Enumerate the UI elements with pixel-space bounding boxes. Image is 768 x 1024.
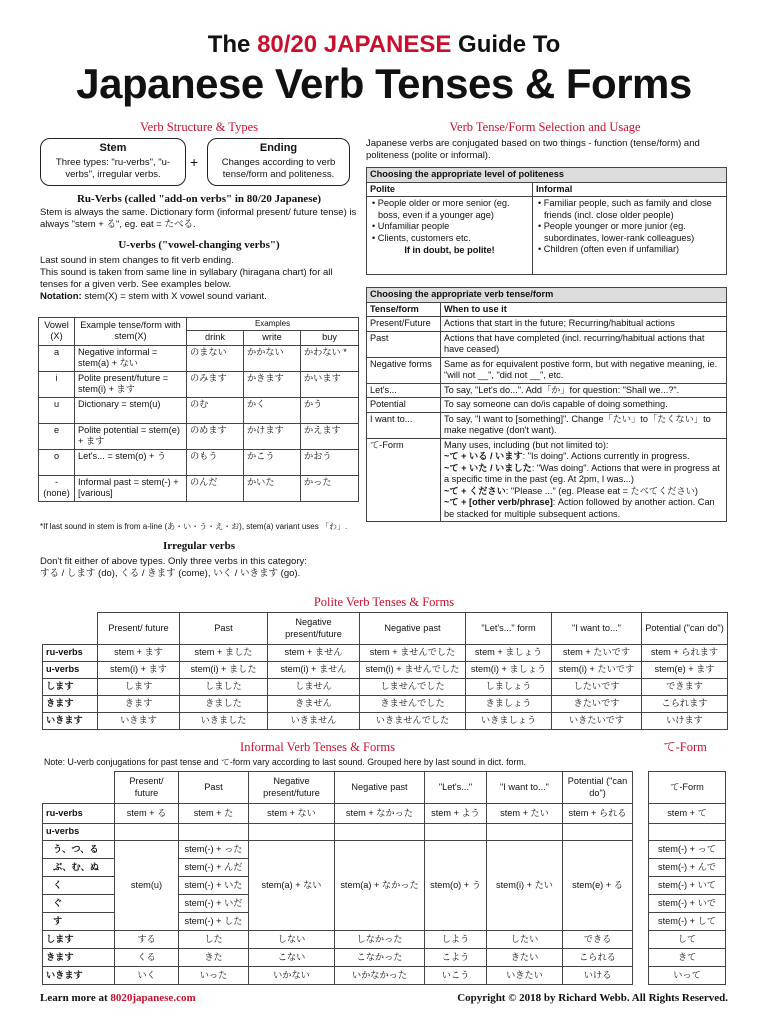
bullet-item: • Familiar people, such as family and close friends (incl. close older people) (538, 198, 712, 220)
table-cell: できる (563, 931, 633, 949)
table-cell: stem + られる (563, 804, 633, 824)
te-row (649, 913, 726, 931)
column-header: "Let's..." form (466, 613, 552, 645)
te-row (649, 967, 726, 985)
title-accent: 80/20 JAPANESE (257, 31, 452, 58)
tense-name: I want to... (367, 412, 441, 438)
table-cell (115, 824, 179, 841)
ruverbs-heading: Ru-Verbs (called "add-on verbs" in 80/20 Japanese) (76, 193, 322, 205)
informal-note: Note: U-verb conjugations for past tense and て-form vary according to last sound. Grouped here by last sound in dict. form. (44, 757, 527, 767)
example-cell: Negative informal = stem(a) + ない (75, 345, 187, 371)
te-cell (649, 824, 726, 841)
row-label: う、つ、る (43, 841, 115, 859)
row-label: u-verbs (43, 662, 98, 679)
bullet-text: People younger or more junior (eg. subordinates, lower-rank colleagues) (543, 221, 695, 243)
table-cell: stem(i) + ました (180, 662, 268, 679)
tense-row (367, 317, 727, 332)
table-cell: いった (179, 967, 249, 985)
table-row (43, 679, 728, 696)
table-cell (335, 824, 425, 841)
table-cell: いける (563, 967, 633, 985)
politeness-table: Choosing the appropriate level of politeness Polite Informal • People older or more senior (eg. boss, even if a younger age) • Unfamiliar people • Clients, customers etc. If in doubt, be polite! • Familiar people, such as family and close friends (incl. close older people) • People younger or more junior (eg. subordinates, lower-rank colleagues) • Children (often even if unfamiliar) (366, 167, 727, 275)
te-cell: stem + て (649, 804, 726, 824)
table-cell: stem(-) + った (179, 841, 249, 859)
table-cell: しません (268, 679, 360, 696)
table-row (43, 931, 633, 949)
te-pattern: ~て + いた / いました (444, 462, 532, 473)
table-cell: できます (642, 679, 728, 696)
tense-name: Past (367, 331, 441, 357)
te-pattern: ~て + [other verb/phrase] (444, 497, 553, 507)
tense-row (367, 357, 727, 383)
table-cell: いきません (268, 713, 360, 730)
example-word: のんだ (187, 475, 244, 501)
bullet-item: • Unfamiliar people (372, 221, 450, 231)
table-cell: stem(e) + ます (642, 662, 728, 679)
example-cell: Polite potential = stem(e) + ます (75, 423, 187, 449)
bullet-item: • Clients, customers etc. (372, 232, 471, 243)
table-cell (179, 824, 249, 841)
table-cell: いこう (425, 967, 487, 985)
table-cell: いかなかった (335, 967, 425, 985)
tense-name: Present/Future (367, 317, 441, 332)
table-row (43, 662, 728, 679)
table-cell: stem(o) + う (425, 841, 487, 931)
example-word: のまない (187, 345, 244, 371)
vowel-cell: - (none) (39, 475, 75, 501)
title-line: The 80/20 JAPANESE Guide To (207, 31, 561, 58)
table-cell: したいです (552, 679, 642, 696)
table-cell: stem + ませんでした (360, 645, 466, 662)
table-cell: いく (115, 967, 179, 985)
te-use (444, 497, 723, 520)
table-cell: stem + る (115, 804, 179, 824)
table-cell: stem + ない (249, 804, 335, 824)
table-row (43, 824, 633, 841)
example-word: かう (301, 397, 359, 423)
example-word: かいます (301, 371, 359, 397)
table-cell: する (115, 931, 179, 949)
bullet-item: • Children (often even if unfamiliar) (538, 244, 680, 254)
table-cell: stem + たいです (552, 645, 642, 662)
vowel-row (39, 371, 359, 397)
table-cell: きました (180, 696, 268, 713)
example-word: かおう (301, 449, 359, 475)
example-word: かく (244, 397, 301, 423)
table-row (43, 967, 633, 985)
vowel-cell: a (39, 345, 75, 371)
example-cell: Informal past = stem(-) + [various] (75, 475, 187, 501)
table-cell: したい (487, 931, 563, 949)
tense-usage: Actions that have completed (incl. recurring/habitual actions that have ceased) (441, 331, 727, 357)
table-cell: こない (249, 949, 335, 967)
example-word: かわない * (301, 345, 359, 371)
te-form-table (648, 771, 726, 985)
example-cell: Dictionary = stem(u) (75, 397, 187, 423)
example-cell: Polite present/future = stem(i) + ます (75, 371, 187, 397)
table-row (43, 841, 633, 859)
plus-sign: + (190, 154, 199, 170)
column-header: Negative present/future (268, 613, 360, 645)
example-word: のみます (187, 371, 244, 397)
table-cell: します (98, 679, 180, 696)
table-row (43, 645, 728, 662)
table-cell: こよう (425, 949, 487, 967)
vowel-row (39, 475, 359, 501)
te-cell: stem(-) + いて (649, 877, 726, 895)
table-cell: stem(i) + ませんでした (360, 662, 466, 679)
table-cell: stem(-) + いだ (179, 895, 249, 913)
row-label: します (43, 679, 98, 696)
table-cell (425, 824, 487, 841)
tense-usage: To say someone can do/is capable of doing something. (441, 398, 727, 413)
tense-row (367, 383, 727, 398)
table-cell: stem + られます (642, 645, 728, 662)
example-word: かいた (244, 475, 301, 501)
row-label: いきます (43, 967, 115, 985)
table-cell: こなかった (335, 949, 425, 967)
table-cell: こられます (642, 696, 728, 713)
tense-name: Negative forms (367, 357, 441, 383)
table-cell: きます (98, 696, 180, 713)
footer-copyright: Copyright © 2018 by Richard Webb. All Rights Reserved. (457, 992, 728, 1004)
table-row (43, 949, 633, 967)
table-cell: stem + ません (268, 645, 360, 662)
te-cell: stem(-) + して (649, 913, 726, 931)
informal-table (42, 771, 633, 985)
column-header: "I want to..." (552, 613, 642, 645)
bullet-text: Familiar people, such as family and close friends (incl. close older people) (543, 198, 712, 220)
example-word: のもう (187, 449, 244, 475)
table-cell: stem(u) (115, 841, 179, 931)
tense-usage: To say, "Let's do...". Add「か」for question: "Shall we...?". (441, 383, 727, 398)
table-cell: stem(i) + ましょう (466, 662, 552, 679)
table-cell: stem + ます (98, 645, 180, 662)
column-header: "Let's..." (425, 772, 487, 804)
te-meaning: : "Is doing". Actions currently in progress. (522, 451, 690, 461)
te-use (444, 463, 723, 486)
tense-row (367, 398, 727, 413)
te-cell: きて (649, 949, 726, 967)
table-cell: きたい (487, 949, 563, 967)
te-use (444, 451, 723, 463)
table-cell: stem + た (179, 804, 249, 824)
te-row (649, 931, 726, 949)
bullet-item: • People younger or more junior (eg. subordinates, lower-rank colleagues) (538, 221, 695, 243)
table-cell: いきませんでした (360, 713, 466, 730)
table-cell: しませんでした (360, 679, 466, 696)
te-use (444, 486, 723, 498)
row-label: ru-verbs (43, 645, 98, 662)
table-cell: stem(-) + いた (179, 877, 249, 895)
te-row (649, 895, 726, 913)
table-cell: きませんでした (360, 696, 466, 713)
column-header: Present/ future (115, 772, 179, 804)
table-cell (563, 824, 633, 841)
table-cell (487, 824, 563, 841)
column-header: "I want to..." (487, 772, 563, 804)
te-pattern: ~て + ください (444, 485, 506, 496)
table-cell: stem(-) + した (179, 913, 249, 931)
example-word: かかない (244, 345, 301, 371)
table-cell: きた (179, 949, 249, 967)
te-row (649, 859, 726, 877)
table-cell: くる (115, 949, 179, 967)
column-header: Present/ future (98, 613, 180, 645)
row-label: きます (43, 949, 115, 967)
table-cell: stem(i) + たいです (552, 662, 642, 679)
example-word: かこう (244, 449, 301, 475)
bullet-text: Unfamiliar people (377, 221, 450, 231)
tense-usage: Same as for equivalent postive form, but with negative meaning, ie. "will not __", "did not __", etc. (441, 357, 727, 383)
table-cell: stem(a) + ない (249, 841, 335, 931)
table-cell: いきます (98, 713, 180, 730)
table-cell: stem + よう (425, 804, 487, 824)
tense-table: Choosing the appropriate verb tense/form Tense/form When to use it Present/Future Actions that start in the future; Recurring/habitual actions Past Actions that have completed (incl. recurring/habitual actions that have ceased) Negative forms Same as for equivalent postive form, but with negative meaning, ie. "will not __", "did not __", etc. Let's... To say, "Let's do...". Add「か」for question: "Shall we...?". Potential To say someone can do/is capable of doing something. I want to... To say, "I want to [something]". Change「たい」to「たくない」to make negative (don't want). て-Form Many uses, including (but not limited to): ~て + いる / います: "Is doing". Actions currently in progress. ~て + いた / いました: "Was doing". Actions that were in progress at a specific time in the past (eg. At 2pm, I was...) ~て + ください: "Please ..." (eg. Please eat = たべてください) ~て + [other verb/phrase]: Action followed by another action. Can be stacked for multiple subsequent actions. (366, 287, 727, 522)
row-label: きます (43, 696, 98, 713)
table-cell: いきたいです (552, 713, 642, 730)
tense-name: Let's... (367, 383, 441, 398)
bullet-text: Children (often even if unfamiliar) (543, 244, 680, 254)
column-header: Negative present/future (249, 772, 335, 804)
usage-heading: Verb Tense/Form Selection and Usage (449, 120, 641, 134)
example-word: かえます (301, 423, 359, 449)
row-label: く (43, 877, 115, 895)
row-label: いきます (43, 713, 98, 730)
table-cell: いきましょう (466, 713, 552, 730)
table-cell: こられる (563, 949, 633, 967)
table-cell: stem + ましょう (466, 645, 552, 662)
row-label: ぐ (43, 895, 115, 913)
table-cell: した (179, 931, 249, 949)
example-word: のめます (187, 423, 244, 449)
table-cell: きたいです (552, 696, 642, 713)
te-meaning: : "Was doing". Actions that were in progress at a specific time in the past (eg. At 2pm, I was...) (444, 462, 720, 484)
irregular-heading: Irregular verbs (163, 540, 235, 552)
vowel-row (39, 449, 359, 475)
tense-usage: To say, "I want to [something]". Change「たい」to「たくない」to make negative (don't want). (441, 412, 727, 438)
table-cell: いきたい (487, 967, 563, 985)
column-header: Potential ("can do") (642, 613, 728, 645)
table-cell: stem(a) + なかった (335, 841, 425, 931)
bullet-text: Clients, customers etc. (377, 232, 471, 243)
te-meaning: : Action followed by another action. Can be stacked for multiple subsequent actions. (444, 497, 715, 519)
vowel-row (39, 397, 359, 423)
table-cell: しました (180, 679, 268, 696)
te-row (649, 824, 726, 841)
row-label: す (43, 913, 115, 931)
usage-intro: Japanese verbs are conjugated based on two things - function (tense/form) and politeness (polite or informal). (366, 138, 700, 161)
row-label: ぶ、む、ぬ (43, 859, 115, 877)
ruverbs-body: Stem is always the same. Dictionary form (informal present/ future tense) is always "stem + る", eg. eat = たべる. (40, 207, 357, 230)
column-header: Past (180, 613, 268, 645)
vowel-cell: e (39, 423, 75, 449)
row-label: します (43, 931, 115, 949)
column-header: Negative past (335, 772, 425, 804)
te-row (649, 772, 726, 804)
column-header: Negative past (360, 613, 466, 645)
te-meaning: : "Please ..." (eg. Please eat = たべてください) (505, 485, 698, 496)
tense-name: Potential (367, 398, 441, 413)
vowel-row (39, 345, 359, 371)
te-row (649, 804, 726, 824)
te-pattern: ~て + いる / います (444, 451, 523, 461)
tense-usage: Actions that start in the future; Recurring/habitual actions (441, 317, 727, 332)
te-cell: して (649, 931, 726, 949)
table-cell: しない (249, 931, 335, 949)
table-row (43, 804, 633, 824)
table-cell: stem(i) + たい (487, 841, 563, 931)
table-row (43, 696, 728, 713)
tense-row (367, 331, 727, 357)
table-cell: しましょう (466, 679, 552, 696)
vowel-cell: u (39, 397, 75, 423)
polite-table-heading: Polite Verb Tenses & Forms (313, 595, 455, 609)
irregular-body: Don't fit either of above types. Only three verbs in this category: する / します (do), くる / きます (come), いく / いきます (go). (40, 556, 307, 579)
table-cell: しなかった (335, 931, 425, 949)
te-row (649, 949, 726, 967)
table-cell: stem + なかった (335, 804, 425, 824)
vowel-note: *If last sound in stem is from a-line (あ・い・う・え・お), stem(a) variant uses 「わ」. (40, 522, 348, 531)
polite-table (42, 612, 728, 730)
uverbs-heading: U-verbs ("vowel-changing verbs") (118, 239, 280, 251)
vowel-cell: o (39, 449, 75, 475)
table-cell: stem + たい (487, 804, 563, 824)
example-cell: Let's... = stem(o) + う (75, 449, 187, 475)
column-header: Potential ("can do") (563, 772, 633, 804)
table-cell: きましょう (466, 696, 552, 713)
table-cell: stem + ました (180, 645, 268, 662)
ending-box: Ending Changes according to verb tense/form and politeness. (207, 138, 350, 186)
footer-learn: Learn more at 8020japanese.com (40, 992, 196, 1004)
row-label: u-verbs (43, 824, 115, 841)
example-word: かきます (244, 371, 301, 397)
stem-box: Stem Three types: "ru-verbs", "u-verbs", irregular verbs. (40, 138, 186, 186)
te-form-heading: て-Form (663, 740, 707, 754)
table-cell: いきました (180, 713, 268, 730)
table-cell: stem(-) + んだ (179, 859, 249, 877)
te-cell: て-Form (649, 772, 726, 804)
bullet-item: • People older or more senior (eg. boss, even if a younger age) (372, 198, 510, 220)
bullet-text: People older or more senior (eg. boss, even if a younger age) (377, 198, 510, 220)
te-cell: stem(-) + って (649, 841, 726, 859)
footer-link[interactable]: 8020japanese.com (110, 992, 196, 1004)
example-word: のむ (187, 397, 244, 423)
te-cell: stem(-) + いで (649, 895, 726, 913)
te-cell: いって (649, 967, 726, 985)
table-cell: きません (268, 696, 360, 713)
informal-table-heading: Informal Verb Tenses & Forms (240, 740, 395, 754)
example-word: かった (301, 475, 359, 501)
page-title: Japanese Verb Tenses & Forms (76, 60, 692, 107)
uverbs-body: Last sound in stem changes to fit verb ending. This sound is taken from same line in syllabary (hiragana chart) for all tenses for a given verb. See examples below. Notation: stem(X) = stem with X vowel sound variant. (40, 255, 333, 302)
example-word: かけます (244, 423, 301, 449)
structure-heading: Verb Structure & Types (140, 120, 258, 134)
table-cell (249, 824, 335, 841)
te-row (649, 841, 726, 859)
table-cell: stem(i) + ません (268, 662, 360, 679)
vowel-row (39, 423, 359, 449)
column-header: Past (179, 772, 249, 804)
vowel-table: Vowel (X) Example tense/form with stem(X) Examples drink write buy a Negative informal = stem(a) + ない のまない かかない かわない * i Polite present/future = stem(i) + ます のみます かきます かいます u Dictionary = stem(u) のむ かく かう e Polite potential = stem(e) + ます のめます かけます かえます o Let's... = stem(o) + う のもう かこう かおう - (none) Informal past = stem(-) + [various] のんだ かいた かった (38, 317, 359, 502)
te-cell: stem(-) + んで (649, 859, 726, 877)
vowel-cell: i (39, 371, 75, 397)
tense-row (367, 412, 727, 438)
table-cell: stem(i) + ます (98, 662, 180, 679)
row-label: ru-verbs (43, 804, 115, 824)
table-cell: しよう (425, 931, 487, 949)
table-cell: stem(e) + る (563, 841, 633, 931)
table-cell: いけます (642, 713, 728, 730)
table-cell: いかない (249, 967, 335, 985)
table-row (43, 713, 728, 730)
te-row (649, 877, 726, 895)
